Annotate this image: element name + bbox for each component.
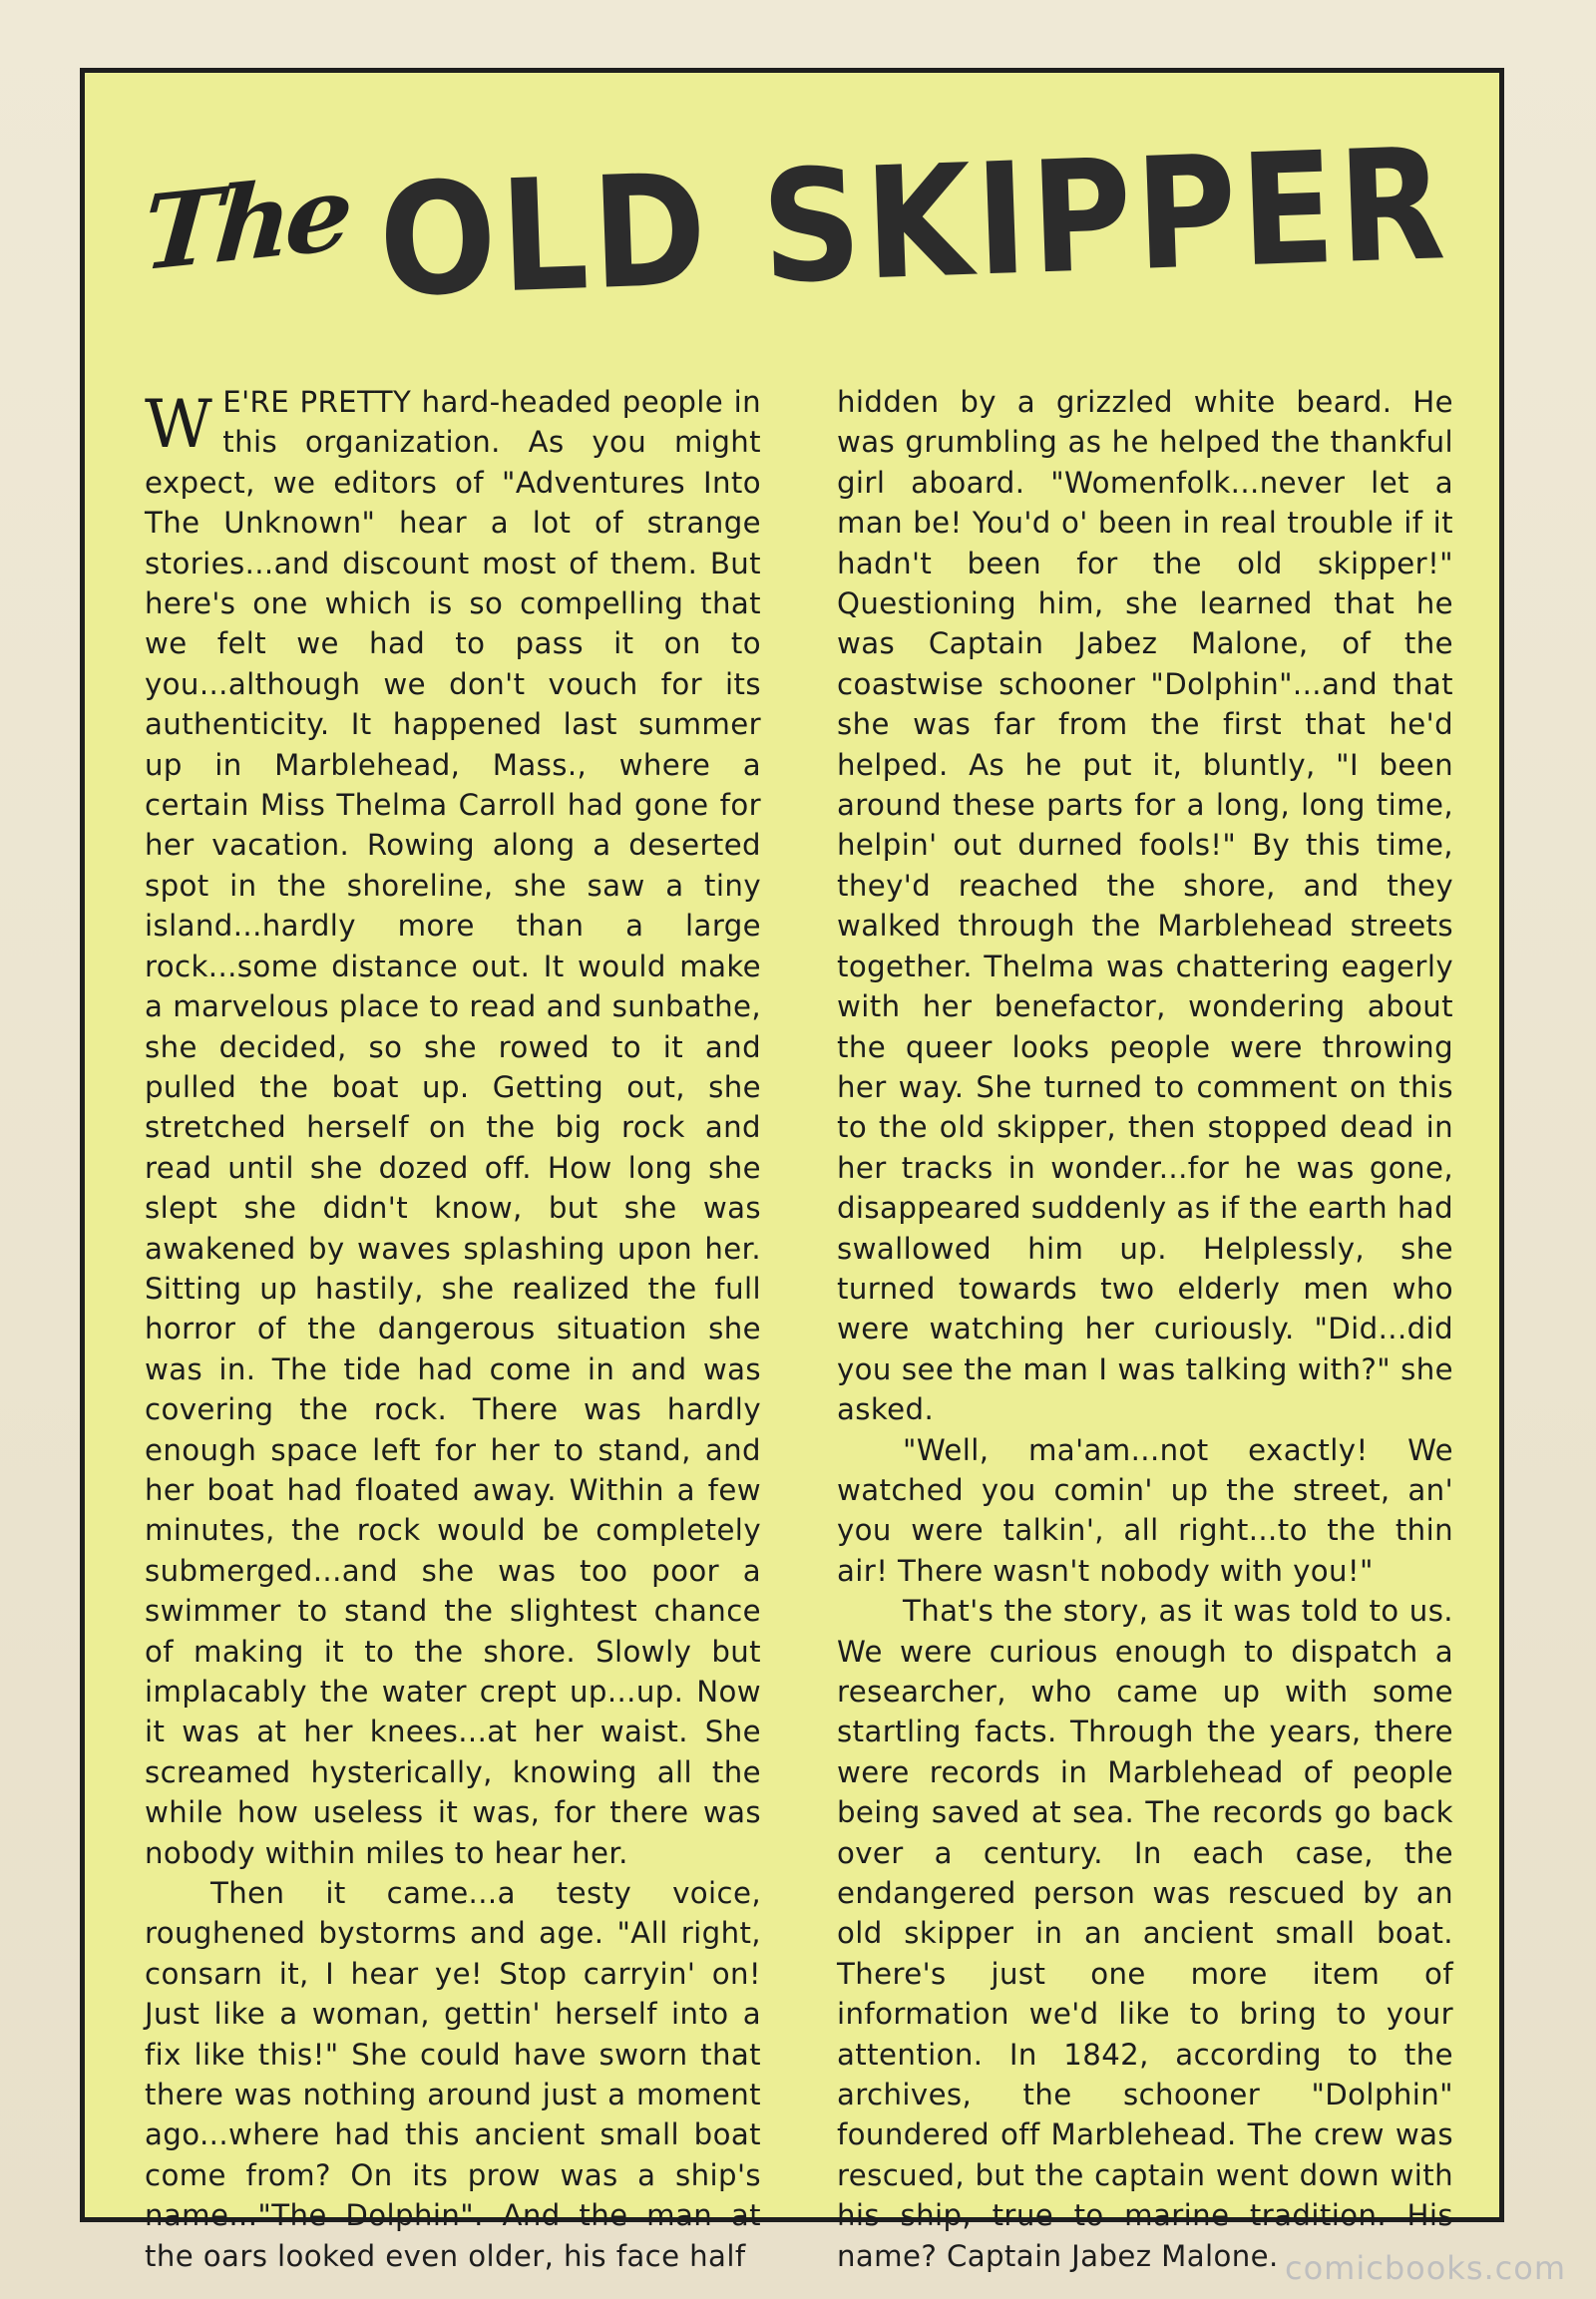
paragraph: hidden by a grizzled white beard. He was grumbling as he helped the thankful girl aboard. "Womenfolk...never let a man be! You'd o' been in real trouble if it hadn't been for the old skipper!" Questioning him, she learned that he was Captain Jabez Malone, of the coastwise schooner "Dolphin"...and that she was far from the first that he'd helped. As he put it, bluntly, "I been around these parts for a long, long time, helpin' out durned fools!" By this time, they'd reached the shore, and they walked through the Marblehead streets together. Thelma was chattering eagerly with her benefactor, wondering about the queer looks people were throwing her way. She turned to comment on this to the old skipper, then stopped dead in her tracks in wonder...for he was gone, disappeared suddenly as if the earth had swallowed him up. Helplessly, she turned towards two elderly men who were watching her curiously. "Did...did you see the man I was talking with?" she asked. (837, 385, 1453, 1427)
watermark: comicbooks.com (1284, 2249, 1566, 2287)
left-column (145, 382, 761, 2273)
paragraph-text: E'RE PRETTY hard-headed people in this organization. As you might expect, we editors of "Adventures Into The Unknown" hear a lot of strange stories...and discount most of them. But here's one which is so compelling that we felt we had to pass it on to you...although we don't vouch for its authenticity. It happened last summer up in Marblehead, Mass., where a certain Miss Thelma Carroll had gone for her vacation. Rowing along a deserted spot in the shoreline, she saw a tiny island...hardly more than a large rock...some distance out. It would make a marvelous place to read and sunbathe, she decided, so she rowed to it and pulled the boat up. Getting out, she stretched herself on the big rock and read until she dozed off. How long she slept she didn't know, but she was awakened by waves splashing upon her. Sitting up hastily, she realized the full horror of the dangerous situation she was in. The tide had come in and was covering the rock. There was hardly enough space left for her to stand, and her boat had floated away. Within a few minutes, the rock would be completely submerged...and she was too poor a swimmer to stand the slightest chance of making it to the shore. Slowly but implacably the water crept up...up. Now it was at her knees...at her waist. She screamed hysterically, knowing all the while how useless it was, for there was nobody within miles to hear her. (145, 385, 761, 1870)
paragraph: That's the story, as it was told to us. We were curious enough to dispatch a researcher, who came up with some startling facts. Through the years, there were records in Marblehead of people being saved at sea. The records go back over a century. In each case, the endangered person was rescued by an old skipper in an ancient small boat. There's just one more item of information we'd like to bring to your attention. In 1842, according to the archives, the schooner "Dolphin" foundered off Marblehead. The crew was rescued, but the captain went down with his ship, true to marine tradition. His name? Captain Jabez Malone. (837, 1594, 1453, 2273)
paragraph: Then it came...a testy voice, roughened bystorms and age. "All right, consarn it, I hear ye! Stop carryin' on! Just like a woman, gettin' herself into a fix like this!" She could have sworn that there was nothing around just a moment ago...where had this ancient small boat come from? On its prow was a ship's name..."The Dolphin". And the man at the oars looked even older, his face half (145, 1876, 761, 2273)
story-title (85, 113, 1509, 332)
title-main: OLD SKIPPER (376, 114, 1452, 331)
title-the: The (139, 151, 352, 294)
story-panel (80, 68, 1504, 2273)
drop-cap: W (145, 386, 213, 463)
right-column (837, 382, 1453, 2273)
paragraph: "Well, ma'am...not exactly! We watched you comin' up the street, an' you were talkin', all right...to the thin air! There wasn't nobody with you!" (837, 1432, 1453, 1588)
text-columns (145, 382, 1453, 2273)
paragraph (145, 382, 761, 1873)
